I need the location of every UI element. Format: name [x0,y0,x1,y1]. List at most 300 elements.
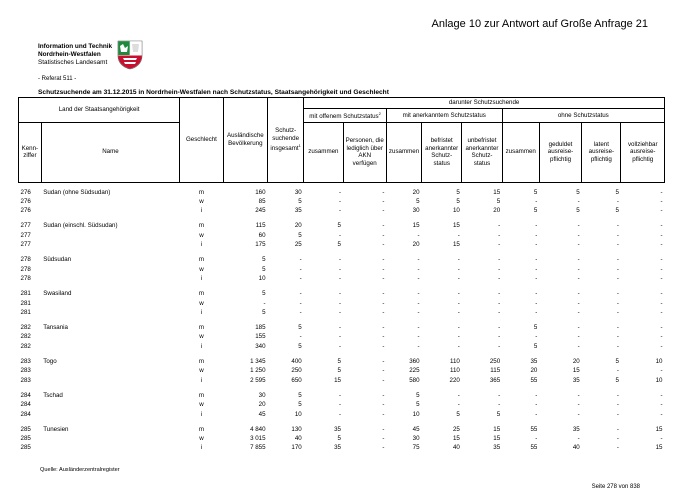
value-cell: - [338,188,341,196]
value-cell: - [457,231,460,239]
value-cell: - [577,435,580,443]
referat-label: - Referat 511 - [38,76,77,82]
value-cell: - [457,290,460,298]
value-cell: 20 [572,358,580,366]
kennziffer-cell: 276 [20,188,31,196]
table-row [19,425,665,434]
country-name-cell [41,274,179,283]
value-cell: - [382,358,385,366]
value-cell: - [498,241,501,249]
header-kennziffer: Kenn- ziffer [19,122,42,182]
table-row [19,299,665,308]
value-cell: 35 [572,425,580,433]
value-cell: 5 [298,324,302,332]
organization-name [38,43,112,67]
geschlecht-cell: w [199,231,204,239]
value-cell: - [577,274,580,282]
value-cell: - [535,333,538,341]
nrw-crest-icon [117,40,143,70]
value-cell: 130 [291,425,302,433]
value-cell: - [616,444,619,452]
value-cell: - [660,435,663,443]
value-cell: - [382,256,385,264]
value-cell: - [498,231,501,239]
value-cell: - [498,391,501,399]
country-name-cell [41,265,179,274]
value-cell: 40 [294,435,302,443]
geschlecht-cell: i [200,410,203,418]
value-cell: 25 [294,241,302,249]
kennziffer-cell: 281 [20,290,31,298]
value-cell: - [417,308,420,316]
org-line-2: Nordrhein-Westfalen [38,51,101,58]
value-cell: 30 [412,207,420,215]
header-latent: latent ausreise-pflichtig [582,122,621,182]
value-cell: 400 [291,358,302,366]
value-cell: - [577,265,580,273]
value-cell: 5 [533,324,538,332]
header-anerkannt-zusammen: zusammen [386,122,421,182]
value-cell: - [498,274,501,282]
value-cell: - [382,410,385,418]
value-cell: - [660,324,663,332]
value-cell: 5 [262,256,266,264]
country-name-cell: Swasiland [43,290,72,298]
value-cell: - [616,290,619,298]
header-bevoelkerung: Ausländische Bevölkerung [223,98,267,183]
value-cell: 1 250 [250,367,266,375]
value-cell: 45 [412,425,420,433]
geschlecht-cell: w [199,435,204,443]
geschlecht-cell: i [200,308,203,316]
value-cell: 15 [493,425,501,433]
value-cell: - [577,401,580,409]
value-cell: 115 [255,222,266,230]
value-cell: - [457,333,460,341]
table-row [19,274,665,283]
value-cell: - [457,391,460,399]
value-cell: - [382,435,385,443]
value-cell: 60 [258,231,266,239]
value-cell: - [660,241,663,249]
country-name-cell [41,240,179,249]
value-cell: 15 [452,222,460,230]
value-cell: 5 [615,358,619,366]
kennziffer-cell: 284 [20,391,31,399]
value-cell: - [577,256,580,264]
value-cell: - [660,391,663,399]
value-cell: - [382,290,385,298]
country-name-cell: Sudan (einschl. Südsudan) [43,222,118,230]
table-row [19,265,665,274]
kennziffer-cell: 285 [20,444,31,452]
value-cell: - [338,290,341,298]
value-cell: 15 [655,425,663,433]
geschlecht-cell: w [199,333,204,341]
table-row [19,357,665,366]
value-cell: 20 [294,222,302,230]
value-cell: - [535,265,538,273]
value-cell: 5 [337,358,341,366]
value-cell: 15 [452,435,460,443]
value-cell: 5 [298,197,302,205]
value-cell: 35 [334,444,341,452]
value-cell: - [660,299,663,307]
value-cell: 75 [412,444,420,452]
value-cell: - [660,342,663,350]
value-cell: 1 345 [250,358,266,366]
value-cell: 360 [409,358,420,366]
value-cell: 5 [496,197,501,205]
geschlecht-cell: w [199,367,204,375]
value-cell: - [498,265,501,273]
value-cell: 30 [258,391,266,399]
value-cell: - [498,324,501,332]
value-cell: 580 [409,376,420,384]
header-geduldet: geduldet ausreise-pflichtig [539,122,581,182]
value-cell: 175 [255,241,266,249]
value-cell: - [382,376,385,384]
value-cell: - [616,342,619,350]
value-cell: - [338,342,341,350]
value-cell: 15 [493,435,501,443]
value-cell: - [660,401,663,409]
value-cell: 5 [533,342,538,350]
value-cell: 160 [255,188,266,196]
value-cell: - [382,241,385,249]
page-number: Seite 278 von 838 [591,484,640,490]
value-cell: 35 [294,207,302,215]
table-row [19,188,665,197]
value-cell: 5 [298,231,302,239]
table-row [19,342,665,351]
value-cell: - [577,299,580,307]
kennziffer-cell: 285 [20,425,31,433]
value-cell: - [616,256,619,264]
value-cell: 5 [456,410,460,418]
value-cell: - [338,308,341,316]
geschlecht-cell: w [199,265,204,273]
value-cell: - [382,265,385,273]
country-name-cell: Tunesien [43,425,69,433]
value-cell: 55 [530,444,538,452]
country-name-cell [41,299,179,308]
value-cell: - [382,367,385,375]
value-cell: - [577,241,580,249]
country-name-cell [41,308,179,317]
value-cell: 5 [416,197,420,205]
header-geschlecht: Geschlecht [180,98,223,183]
table-row [19,332,665,341]
value-cell: 55 [530,425,538,433]
value-cell: 10 [294,410,302,418]
value-cell: - [616,222,619,230]
value-cell: 5 [337,367,341,375]
value-cell: 30 [412,435,420,443]
value-cell: - [457,401,460,409]
value-cell: - [616,241,619,249]
value-cell: - [660,410,663,418]
value-cell: - [577,222,580,230]
value-cell: 250 [291,367,302,375]
country-name-cell [41,206,179,215]
value-cell: - [616,410,619,418]
value-cell: 45 [258,410,266,418]
header-unbefristet: unbefristet anerkannter Schutz-status [462,122,502,182]
value-cell: - [457,324,460,332]
value-cell: 15 [334,376,341,384]
table-row [19,391,665,400]
value-cell: - [660,222,663,230]
kennziffer-cell: 282 [20,342,31,350]
value-cell: 20 [530,367,538,375]
table-row [19,443,665,452]
value-cell: - [338,299,341,307]
value-cell: - [382,401,385,409]
header-befristet: befristet anerkannter Schutz-status [422,122,462,182]
value-cell: - [577,290,580,298]
value-cell: 10 [452,207,460,215]
kennziffer-cell: 276 [20,207,31,215]
value-cell: 5 [576,188,580,196]
table-row [19,400,665,409]
table-row [19,221,665,230]
value-cell: - [417,324,420,332]
value-cell: - [299,274,302,282]
country-name-cell: Tschad [43,391,63,399]
value-cell: 5 [615,207,619,215]
value-cell: - [299,256,302,264]
value-cell: - [660,188,663,196]
table-row [19,308,665,317]
country-name-cell [41,443,179,452]
header-darunter: darunter Schutzsuchende [304,98,665,109]
value-cell: - [382,299,385,307]
value-cell: - [498,256,501,264]
value-cell: - [417,333,420,341]
value-cell: - [498,342,501,350]
geschlecht-cell: m [198,256,204,264]
value-cell: 5 [337,241,341,249]
geschlecht-cell: i [200,444,203,452]
value-cell: - [577,391,580,399]
value-cell: 20 [258,401,266,409]
value-cell: - [577,333,580,341]
value-cell: - [299,299,302,307]
value-cell: 25 [452,425,460,433]
annex-heading: Anlage 10 zur Antwort auf Große Anfrage 21 [431,18,648,30]
value-cell: - [382,444,385,452]
value-cell: - [382,391,385,399]
value-cell: - [382,274,385,282]
geschlecht-cell: m [198,391,204,399]
kennziffer-cell: 276 [20,197,31,205]
value-cell: - [535,256,538,264]
value-cell: - [577,197,580,205]
kennziffer-cell: 278 [20,274,31,282]
geschlecht-cell: i [200,376,203,384]
value-cell: - [382,231,385,239]
value-cell: 35 [572,376,580,384]
value-cell: - [299,290,302,298]
value-cell: - [263,299,266,307]
table-row [19,434,665,443]
table-title: Schutzsuchende am 31.12.2015 in Nordrhein-Westfalen nach Schutzstatus, Staatsangehörigkeit und Geschlecht [38,89,389,96]
value-cell: - [660,367,663,375]
country-name-cell: Sudan (ohne Südsudan) [43,188,111,196]
value-cell: - [382,222,385,230]
value-cell: - [498,290,501,298]
value-cell: - [535,401,538,409]
value-cell: - [577,342,580,350]
value-cell: - [338,231,341,239]
table-row [19,255,665,264]
value-cell: - [338,274,341,282]
value-cell: - [616,299,619,307]
value-cell: 5 [496,410,501,418]
value-cell: 35 [530,358,538,366]
kennziffer-cell: 278 [20,265,31,273]
value-cell: 5 [615,188,619,196]
value-cell: - [577,308,580,316]
value-cell: - [535,290,538,298]
value-cell: - [660,274,663,282]
table-row [19,410,665,419]
value-cell: - [457,342,460,350]
value-cell: - [616,333,619,341]
header-ohne: ohne Schutzstatus [502,109,664,123]
value-cell: 5 [262,265,266,273]
value-cell: 225 [409,367,420,375]
value-cell: 250 [489,358,501,366]
table-row [19,366,665,375]
geschlecht-cell: i [200,274,203,282]
kennziffer-cell: 282 [20,333,31,341]
value-cell: - [660,265,663,273]
value-cell: - [616,265,619,273]
value-cell: 20 [412,188,420,196]
value-cell: 20 [412,241,420,249]
country-name-cell [41,197,179,206]
value-cell: - [457,256,460,264]
country-name-cell: Südsudan [43,256,72,264]
country-name-cell [41,366,179,375]
value-cell: - [660,207,663,215]
value-cell: 5 [533,207,538,215]
geschlecht-cell: w [199,197,204,205]
country-name-cell [41,400,179,409]
header-akn: Personen, die lediglich über AKN verfügen [343,122,386,182]
kennziffer-cell: 277 [20,222,31,230]
value-cell: 5 [416,401,420,409]
header-offen-zusammen: zusammen [304,122,343,182]
value-cell: - [660,197,663,205]
geschlecht-cell: w [199,401,204,409]
value-cell: - [616,308,619,316]
value-cell: 40 [452,444,460,452]
value-cell: 115 [490,367,501,375]
value-cell: - [338,207,341,215]
kennziffer-cell: 283 [20,358,31,366]
kennziffer-cell: 281 [20,308,31,316]
country-name-cell [41,342,179,351]
table-row [19,197,665,206]
country-name-cell [41,332,179,341]
value-cell: - [457,274,460,282]
value-cell: - [382,207,385,215]
value-cell: - [338,333,341,341]
value-cell: - [417,256,420,264]
kennziffer-cell: 283 [20,367,31,375]
value-cell: - [417,299,420,307]
value-cell: - [338,324,341,332]
value-cell: - [338,197,341,205]
value-cell: 650 [291,376,302,384]
value-cell: - [299,308,302,316]
table-row [19,231,665,240]
value-cell: - [382,425,385,433]
geschlecht-cell: m [198,222,204,230]
value-cell: - [535,222,538,230]
value-cell: - [660,231,663,239]
table-row [19,240,665,249]
value-cell: - [535,410,538,418]
value-cell: - [338,256,341,264]
value-cell: - [498,222,501,230]
value-cell: 7 855 [250,444,266,452]
value-cell: 365 [489,376,501,384]
value-cell: - [457,299,460,307]
value-cell: 5 [298,342,302,350]
org-line-3: Statistisches Landesamt [38,59,108,66]
value-cell: - [577,324,580,332]
header-schutz-insgesamt: Schutz- suchende insgesamt$^1$ [268,98,304,183]
value-cell: 3 015 [250,435,266,443]
geschlecht-cell: i [200,241,203,249]
value-cell: - [577,410,580,418]
value-cell: - [338,265,341,273]
value-cell: - [382,197,385,205]
value-cell: 5 [262,290,266,298]
country-name-cell [41,410,179,419]
geschlecht-cell: m [198,425,204,433]
country-name-cell: Tansania [43,324,69,332]
org-line-1: Information und Technik [38,43,113,50]
header-name: Name [41,122,179,182]
value-cell: 5 [615,376,619,384]
value-cell: - [417,231,420,239]
kennziffer-cell: 281 [20,299,31,307]
value-cell: - [535,435,538,443]
value-cell: 30 [294,188,302,196]
geschlecht-cell: m [198,188,204,196]
value-cell: - [299,265,302,273]
value-cell: - [660,333,663,341]
value-cell: 5 [298,401,302,409]
kennziffer-cell: 283 [20,376,31,384]
value-cell: 110 [449,358,460,366]
geschlecht-cell: i [200,342,203,350]
value-cell: - [535,299,538,307]
value-cell: - [382,308,385,316]
value-cell: - [498,299,501,307]
header-vollziehbar: vollziehbar ausreise-pflichtig [621,122,665,182]
value-cell: - [299,333,302,341]
value-cell: 15 [572,367,580,375]
geschlecht-cell: w [199,299,204,307]
value-cell: - [457,308,460,316]
header-anerkannt: mit anerkanntem Schutzstatus [386,109,502,123]
